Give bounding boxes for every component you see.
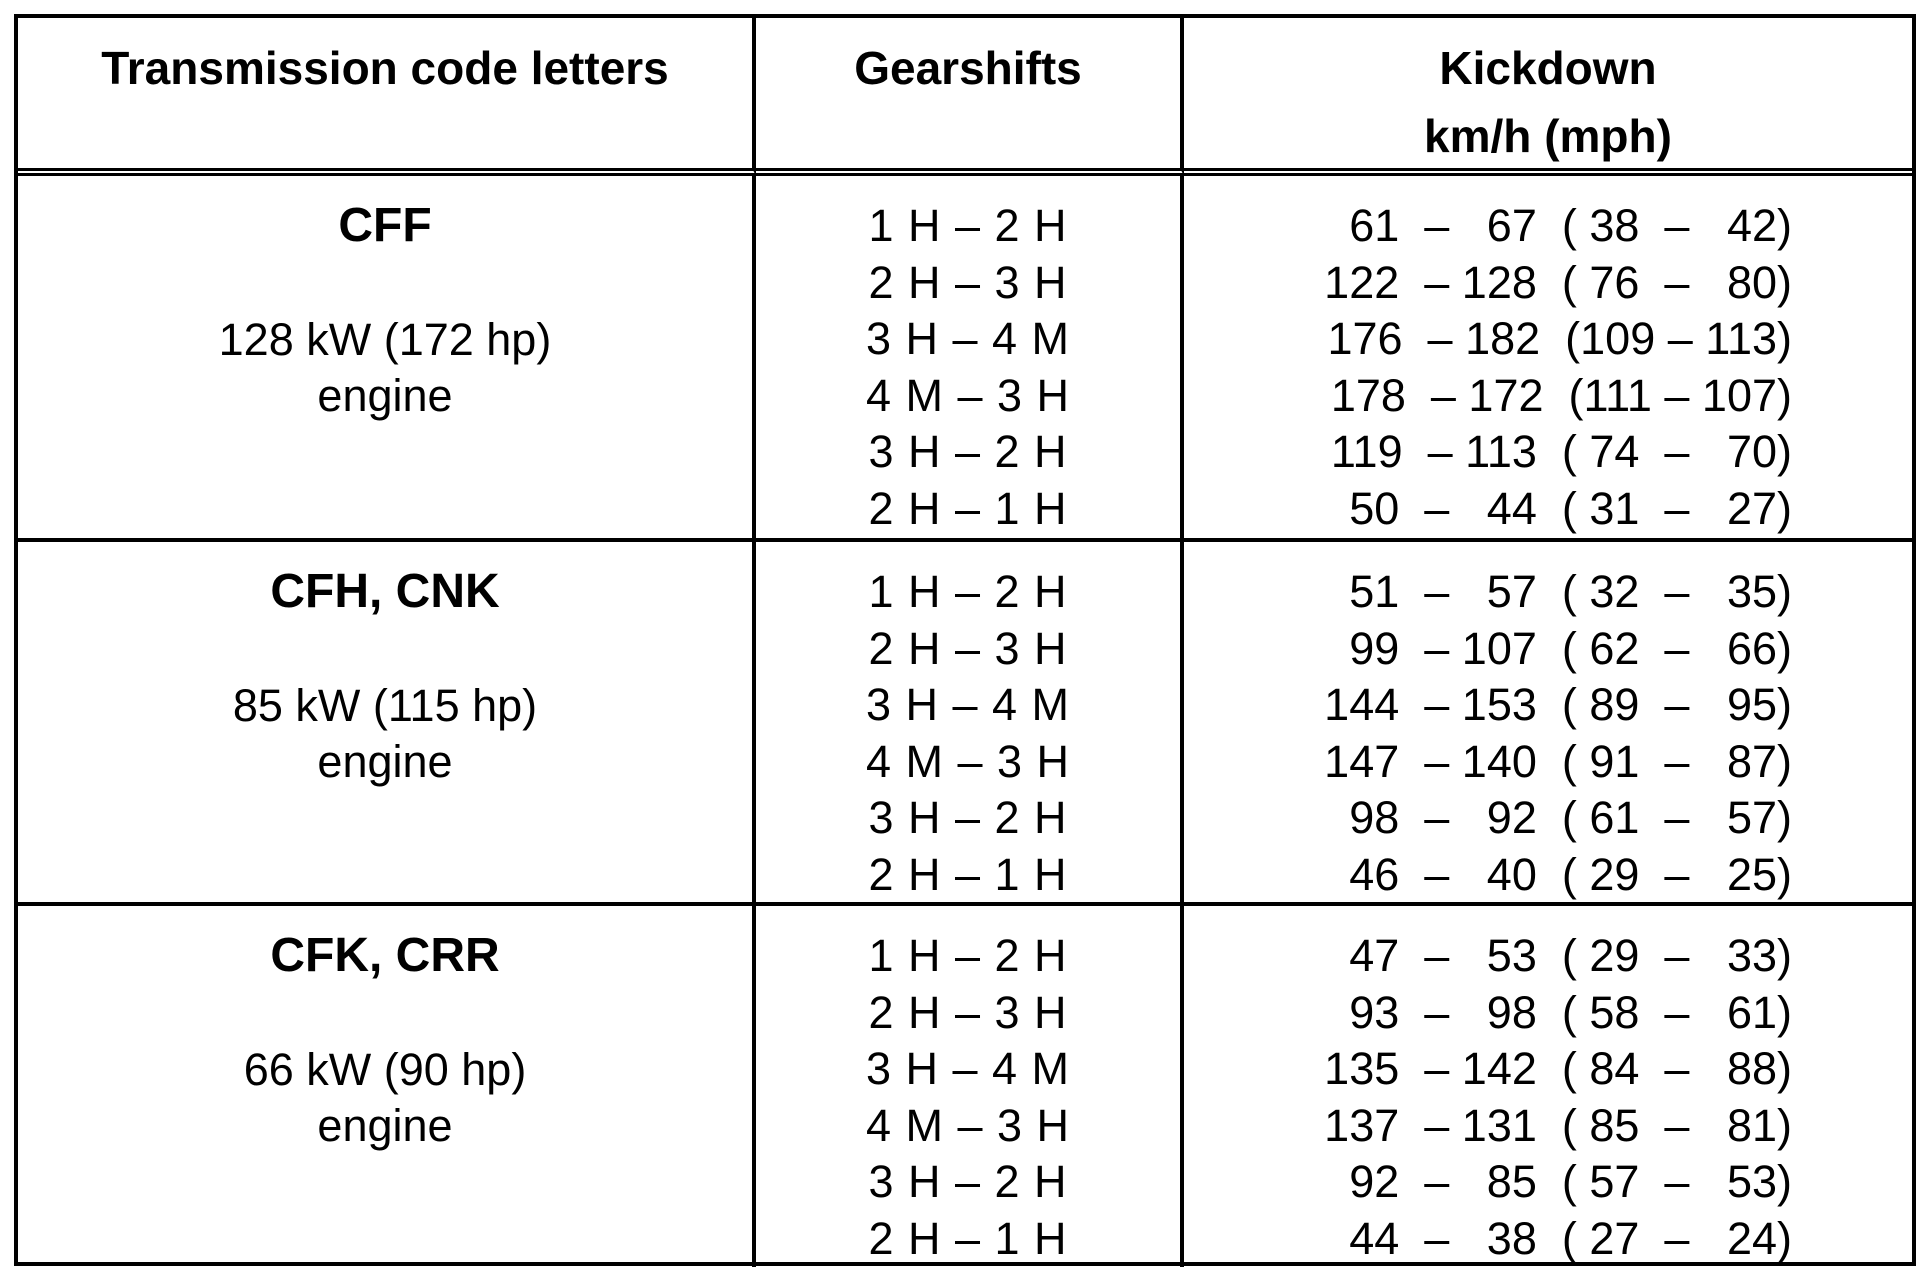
- gearshift-item: 3 H – 4 M: [865, 1043, 1071, 1094]
- header-code-label: Transmission code letters: [101, 42, 669, 94]
- engine-label: engine: [317, 736, 453, 787]
- kickdown-value: 92 – 85 ( 57 – 53): [1349, 1156, 1792, 1207]
- kickdown-item: [1184, 1211, 1912, 1268]
- engine-power: 85 kW (115 hp): [232, 680, 538, 731]
- gearshift-item: 2 H – 3 H: [868, 622, 1068, 674]
- gearshift-list: [756, 176, 1180, 537]
- header-kickdown-units: km/h (mph): [1424, 110, 1672, 162]
- kickdown-item: [1184, 255, 1912, 312]
- group-kickdown-cell: [1184, 176, 1912, 542]
- group-kickdown-cell: [1184, 542, 1912, 906]
- kickdown-item: [1184, 311, 1912, 368]
- kickdown-item: [1184, 424, 1912, 481]
- gearshift-list: [756, 542, 1180, 903]
- kickdown-value: 178 – 172 (111 – 107): [1330, 369, 1792, 421]
- gearshift-item: 3 H – 2 H: [868, 1156, 1068, 1207]
- kickdown-list: [1184, 542, 1912, 903]
- gearshift-item: 4 M – 3 H: [865, 369, 1071, 421]
- kickdown-value: 135 – 142 ( 84 – 88): [1324, 1043, 1792, 1094]
- kickdown-value: 47 – 53 ( 29 – 33): [1349, 930, 1792, 981]
- engine-label: engine: [317, 1100, 453, 1151]
- header-kickdown-label: Kickdown: [1439, 42, 1657, 94]
- kickdown-value: 147 – 140 ( 91 – 87): [1324, 735, 1792, 787]
- kickdown-item: [1184, 198, 1912, 255]
- gearshift-item: 2 H – 1 H: [868, 848, 1068, 900]
- kickdown-item: [1184, 847, 1912, 904]
- kickdown-value: 137 – 131 ( 85 – 81): [1324, 1099, 1792, 1151]
- group-kickdown-cell: [1184, 906, 1912, 1267]
- kickdown-item: [1184, 368, 1912, 425]
- kickdown-value: 61 – 67 ( 38 – 42): [1349, 200, 1792, 251]
- group-shifts-cell: [756, 542, 1184, 906]
- kickdown-value: 50 – 44 ( 31 – 27): [1349, 482, 1792, 534]
- kickdown-item: [1184, 985, 1912, 1042]
- header-gearshifts-label: Gearshifts: [854, 42, 1082, 94]
- kickdown-table: [14, 14, 1916, 1266]
- kickdown-value: 122 – 128 ( 76 – 80): [1324, 256, 1792, 308]
- kickdown-item: [1184, 677, 1912, 734]
- gearshift-item: 4 M – 3 H: [865, 1099, 1071, 1151]
- gearshift-item: 3 H – 2 H: [868, 426, 1068, 477]
- header-kickdown: [1184, 18, 1912, 176]
- kickdown-value: 44 – 38 ( 27 – 24): [1349, 1212, 1792, 1264]
- kickdown-item: [1184, 790, 1912, 847]
- gearshift-item: 2 H – 1 H: [868, 1212, 1068, 1264]
- gearshift-item: 1 H – 2 H: [868, 566, 1068, 617]
- gearshift-item: 3 H – 4 M: [865, 313, 1071, 364]
- kickdown-item: [1184, 481, 1912, 538]
- transmission-codes: CFF: [338, 199, 432, 252]
- group-shifts-cell: [756, 906, 1184, 1267]
- kickdown-list: [1184, 176, 1912, 537]
- gearshift-item: 4 M – 3 H: [865, 735, 1071, 787]
- kickdown-value: 144 – 153 ( 89 – 95): [1324, 679, 1792, 730]
- kickdown-item: [1184, 1154, 1912, 1211]
- engine-description: [18, 1042, 752, 1154]
- kickdown-item: [1184, 1098, 1912, 1155]
- header-transmission-code: [18, 18, 756, 176]
- gearshift-item: 1 H – 2 H: [868, 930, 1068, 981]
- kickdown-value: 51 – 57 ( 32 – 35): [1349, 566, 1792, 617]
- kickdown-item: [1184, 734, 1912, 791]
- transmission-codes: CFH, CNK: [270, 565, 500, 618]
- engine-description: [18, 312, 752, 424]
- kickdown-item: [1184, 928, 1912, 985]
- kickdown-item: [1184, 1041, 1912, 1098]
- gearshift-item: 2 H – 1 H: [868, 482, 1068, 534]
- engine-power: 128 kW (172 hp): [218, 314, 552, 365]
- gearshift-item: 3 H – 4 M: [865, 679, 1071, 730]
- kickdown-item: [1184, 621, 1912, 678]
- group-code-cell: [18, 176, 756, 542]
- transmission-codes: CFK, CRR: [270, 929, 500, 982]
- engine-label: engine: [317, 370, 453, 421]
- kickdown-value: 176 – 182 (109 – 113): [1327, 313, 1792, 364]
- kickdown-value: 99 – 107 ( 62 – 66): [1349, 622, 1792, 674]
- group-shifts-cell: [756, 176, 1184, 542]
- kickdown-value: 93 – 98 ( 58 – 61): [1349, 986, 1792, 1038]
- group-code-cell: [18, 542, 756, 906]
- kickdown-list: [1184, 906, 1912, 1267]
- engine-power: 66 kW (90 hp): [243, 1044, 527, 1095]
- group-code-cell: [18, 906, 756, 1267]
- engine-description: [18, 678, 752, 790]
- kickdown-value: 119 – 113 ( 74 – 70): [1330, 426, 1792, 477]
- kickdown-item: [1184, 564, 1912, 621]
- gearshift-list: [756, 906, 1180, 1267]
- gearshift-item: 2 H – 3 H: [868, 256, 1068, 308]
- kickdown-value: 46 – 40 ( 29 – 25): [1349, 848, 1792, 900]
- kickdown-value: 98 – 92 ( 61 – 57): [1349, 792, 1792, 843]
- gearshift-item: 1 H – 2 H: [868, 200, 1068, 251]
- gearshift-item: 2 H – 3 H: [868, 986, 1068, 1038]
- header-gearshifts: [756, 18, 1184, 176]
- gearshift-item: 3 H – 2 H: [868, 792, 1068, 843]
